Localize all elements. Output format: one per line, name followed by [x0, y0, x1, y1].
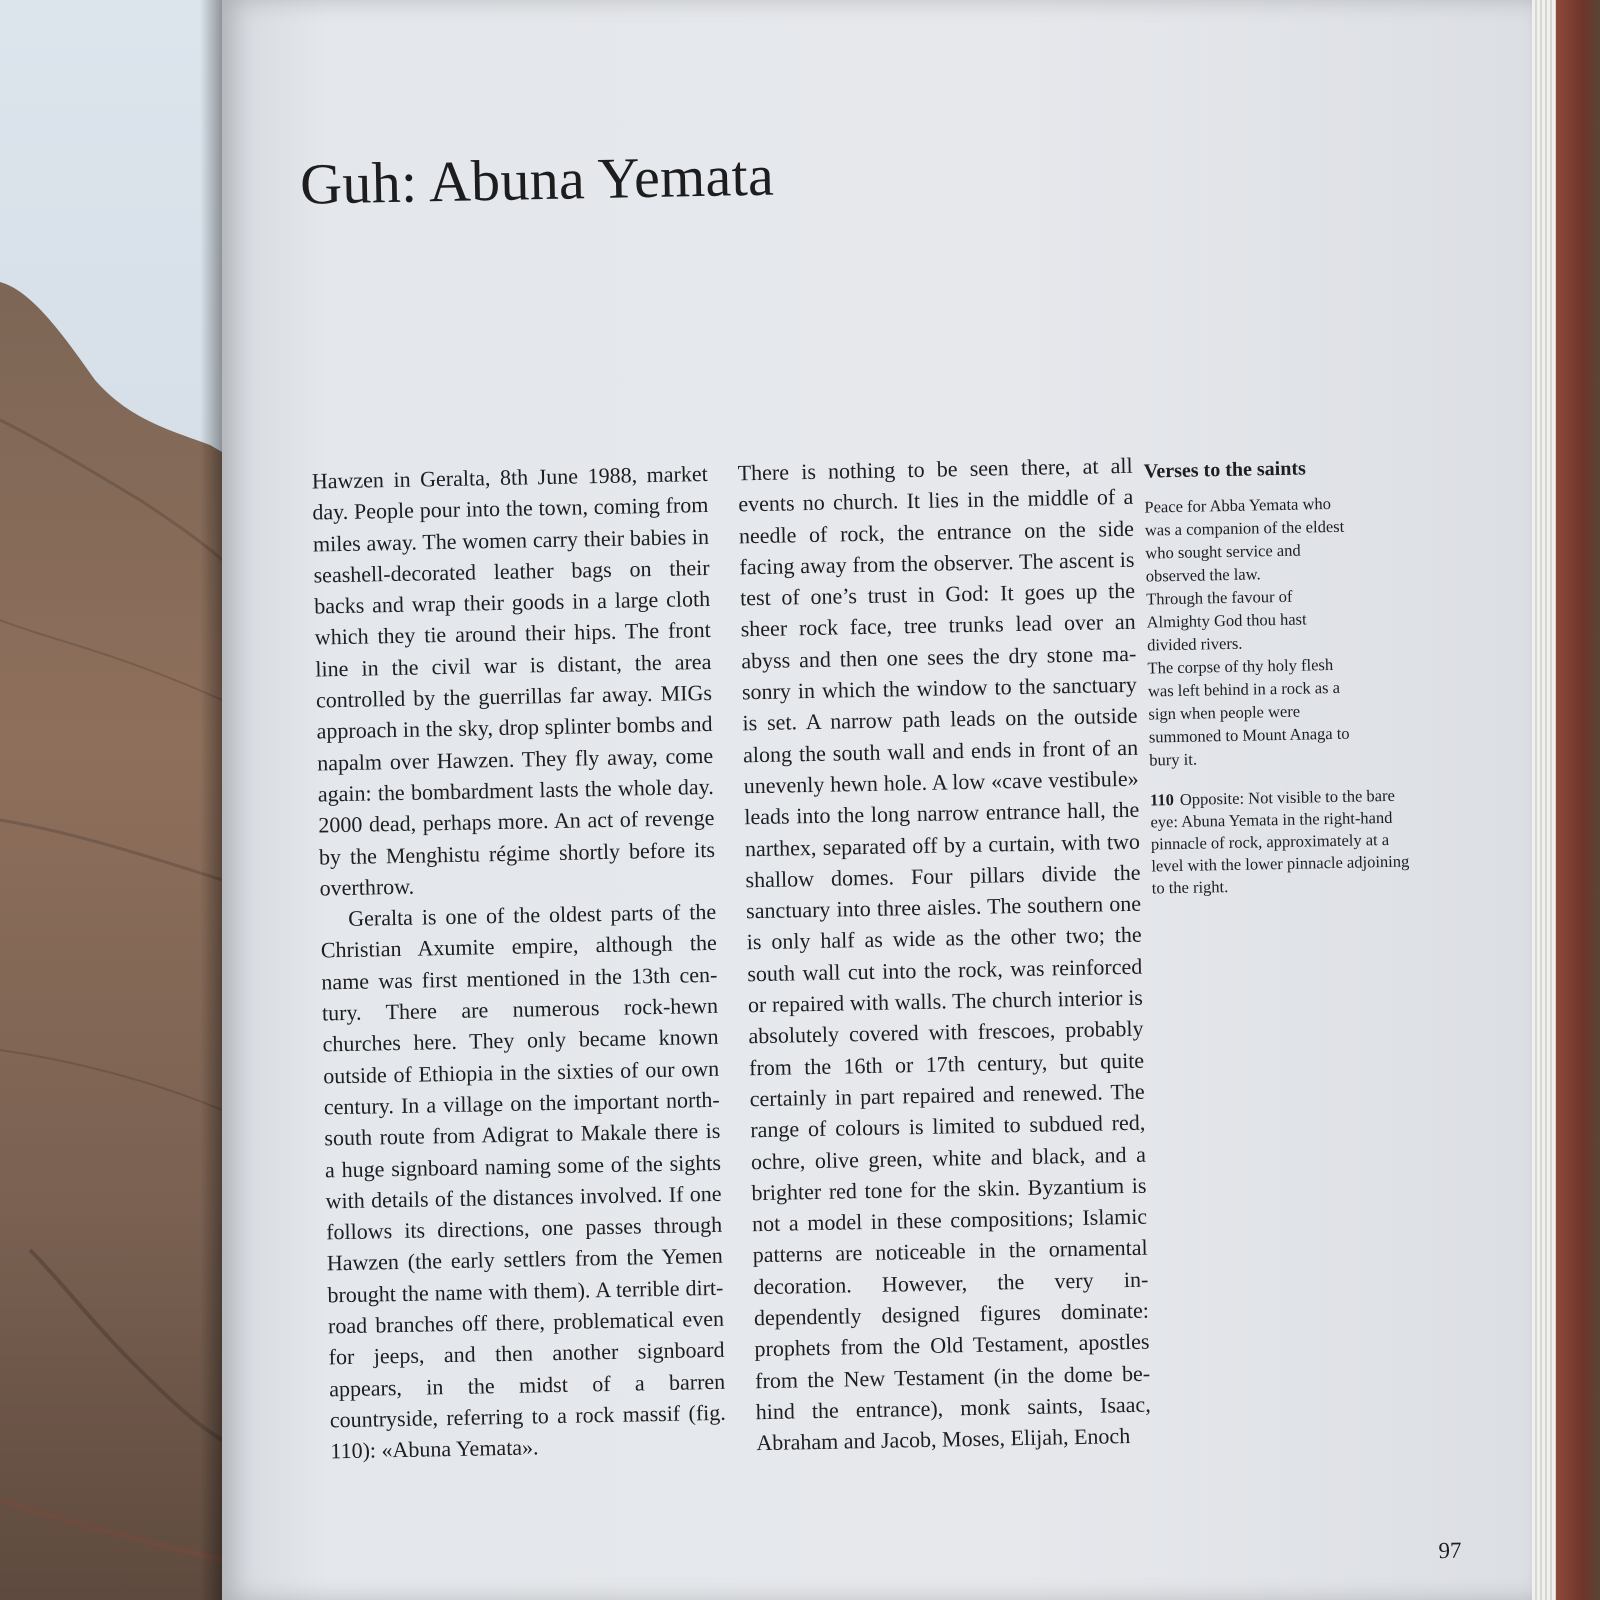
- verse-line: The corpse of thy holy flesh: [1147, 654, 1334, 678]
- paragraph: Hawzen in Geralta, 8th June 1988, market day. People pour into the town, coming from miles away. The women carry their babies in seashell-decorated leather bags on their backs and wrap their goods in a large cloth which they tie around their hips. The front line in the civil war is distant, the area controlled by the guerrillas far away. MIGs approach in the sky, drop splinter bombs and napalm over Hawzen. They fly away, come again: the bombardment lasts the whole day. 2000 dead, perhaps more. An act of revenge by the Menghistu régime shortly before its overthrow.: [311, 460, 716, 901]
- sidebar-heading: Verses to the saints: [1143, 457, 1306, 483]
- paragraph: Geralta is one of the oldest parts of the Christian Axumite empire, although the name was first mentioned in the 13th century. There are numerous rock-hewn churches here. They only became known outside of Ethiopia in the sixties of our own century. In a village on the important north-south route from Adigrat to Makale there is a huge signboard naming some of the sights with details of the distances involved. If one follows its directions, one passes through Hawzen (the early settlers from the Yemen brought the name with them). A terrible dirt-road branches off there, problematical even for jeeps, and then another signboard appears, in the midst of a barren countryside, referring to a rock massif (fig. 110): «Abuna Yemata».: [320, 899, 726, 1464]
- figure-caption: [1150, 784, 1420, 899]
- verse-line: bury it.: [1149, 749, 1198, 770]
- paragraph: There is nothing to be seen there, at all events no church. It lies in the middle of a needle of rock, the entrance on the side facing away from the observer. The ascent is test of one’s trust in God: It goes up the sheer rock face, tree trunks lead over an abyss and then one sees the dry stone masonry in which the window to the sanctuary is set. A narrow path leads on the outside along the south wall and ends in front of an unevenly hewn hole. A low «cave vestibule» leads into the long narrow entrance hall, the narthex, separated off by a curtain, with two shallow domes. Four pillars divide the sanctuary into three aisles. The southern one is only half as wide as the other two; the south wall cut into the rock, was reinforced or repaired with walls. The church interior is absolutely covered with frescoes, probably from the 16th or 17th century, but quite certainly in part repaired and renewed. The range of colours is limited to subdued red, ochre, olive green, white and black, and a brighter red tone for the skin. Byzantium is not a model in these compositions; Islamic patterns are noticeable in the ornamental decoration. However, the very independently designed figures dominate: prophets from the Old Testament, apostles from the New Testament (in the dome behind the entrance), monk saints, Isaac, Abraham and Jacob, Moses, Elijah, Enoch: [737, 452, 1151, 1456]
- verse-line: sign when people were: [1148, 701, 1301, 724]
- verse-block: [1144, 490, 1417, 771]
- verse-line: summoned to Mount Anaga to: [1148, 723, 1350, 747]
- verse-line: divided rivers.: [1146, 633, 1243, 655]
- verse-line: observed the law.: [1145, 564, 1261, 586]
- verse-line: Peace for Abba Yemata who: [1144, 493, 1332, 517]
- page-title: Guh: Abuna Yemata: [299, 142, 775, 217]
- verse-line: was a companion of the eldest: [1144, 516, 1345, 540]
- text-column-1: [311, 458, 726, 1467]
- page-number: 97: [1438, 1537, 1462, 1564]
- verse-line: was left behind in a rock as a: [1147, 677, 1341, 701]
- caption-text: Opposite: Not visible to the bare eye: Abuna Yemata in the right-hand pinnacle of rock, approximately at a level with the lower pinnacle adjoining to the right.: [1150, 785, 1410, 898]
- verse-line: Almighty God thou hast: [1146, 609, 1307, 632]
- text-column-2: [737, 450, 1151, 1459]
- verse-line: Through the favour of: [1146, 586, 1293, 609]
- figure-number: 110: [1149, 790, 1175, 810]
- verse-line: who sought service and: [1145, 540, 1301, 563]
- sidebar: [1144, 455, 1420, 899]
